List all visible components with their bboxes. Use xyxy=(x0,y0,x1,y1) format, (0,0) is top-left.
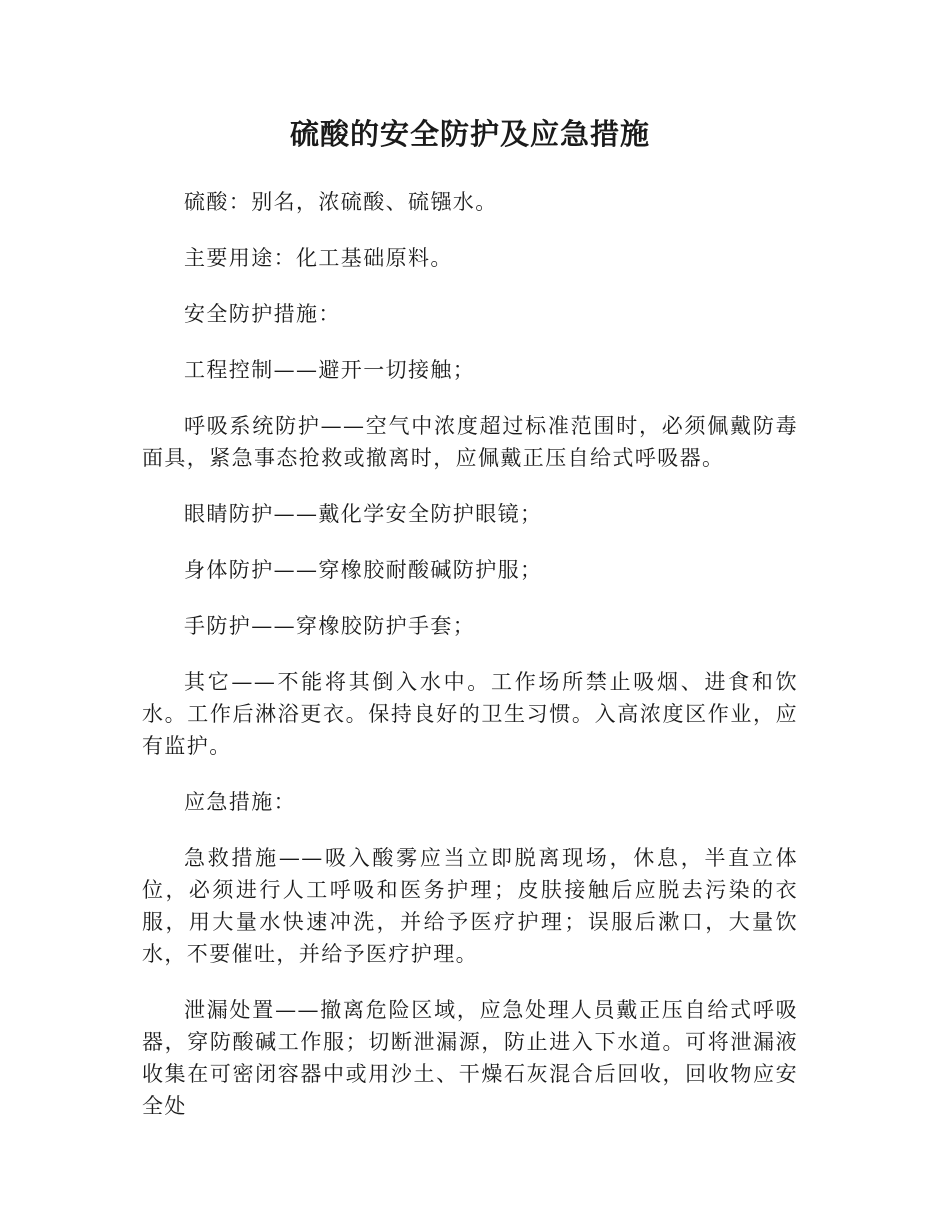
paragraph-hand-protection: 手防护——穿橡胶防护手套； xyxy=(184,614,476,638)
paragraph-engineering-control: 工程控制——避开一切接触； xyxy=(184,358,476,382)
paragraph-leak-disposal: 泄漏处置——撤离危险区域，应急处理人员戴正压自给式呼吸器，穿防酸碱工作服；切断泄漏源，防止进入下水道。可将泄漏液收集在可密闭容器中或用沙土、干燥石灰混合后回收，回收物应安全处 xyxy=(142,998,798,1118)
paragraph-main-use: 主要用途：化工基础原料。 xyxy=(184,246,453,270)
paragraph-first-aid: 急救措施——吸入酸雾应当立即脱离现场，休息，半直立体位，必须进行人工呼吸和医务护理；皮肤接触后应脱去污染的衣服，用大量水快速冲洗，并给予医疗护理；误服后漱口，大量饮水，不要催吐，并给予医疗护理。 xyxy=(142,846,798,966)
paragraph-respiratory-protection: 呼吸系统防护——空气中浓度超过标准范围时，必须佩戴防毒面具，紧急事态抢救或撤离时，应佩戴正压自给式呼吸器。 xyxy=(142,414,798,470)
document-title: 硫酸的安全防护及应急措施 xyxy=(289,117,650,151)
paragraph-safety-heading: 安全防护措施： xyxy=(184,302,341,326)
paragraph-other: 其它——不能将其倒入水中。工作场所禁止吸烟、进食和饮水。工作后淋浴更衣。保持良好的卫生习惯。入高浓度区作业，应有监护。 xyxy=(142,670,798,758)
paragraph-eye-protection: 眼睛防护——戴化学安全防护眼镜； xyxy=(184,502,543,526)
paragraph-body-protection: 身体防护——穿橡胶耐酸碱防护服； xyxy=(184,558,543,582)
paragraph-emergency-heading: 应急措施： xyxy=(184,790,296,814)
document-page xyxy=(142,112,798,1146)
paragraph-aliases: 硫酸：别名，浓硫酸、硫镪水。 xyxy=(184,190,498,214)
